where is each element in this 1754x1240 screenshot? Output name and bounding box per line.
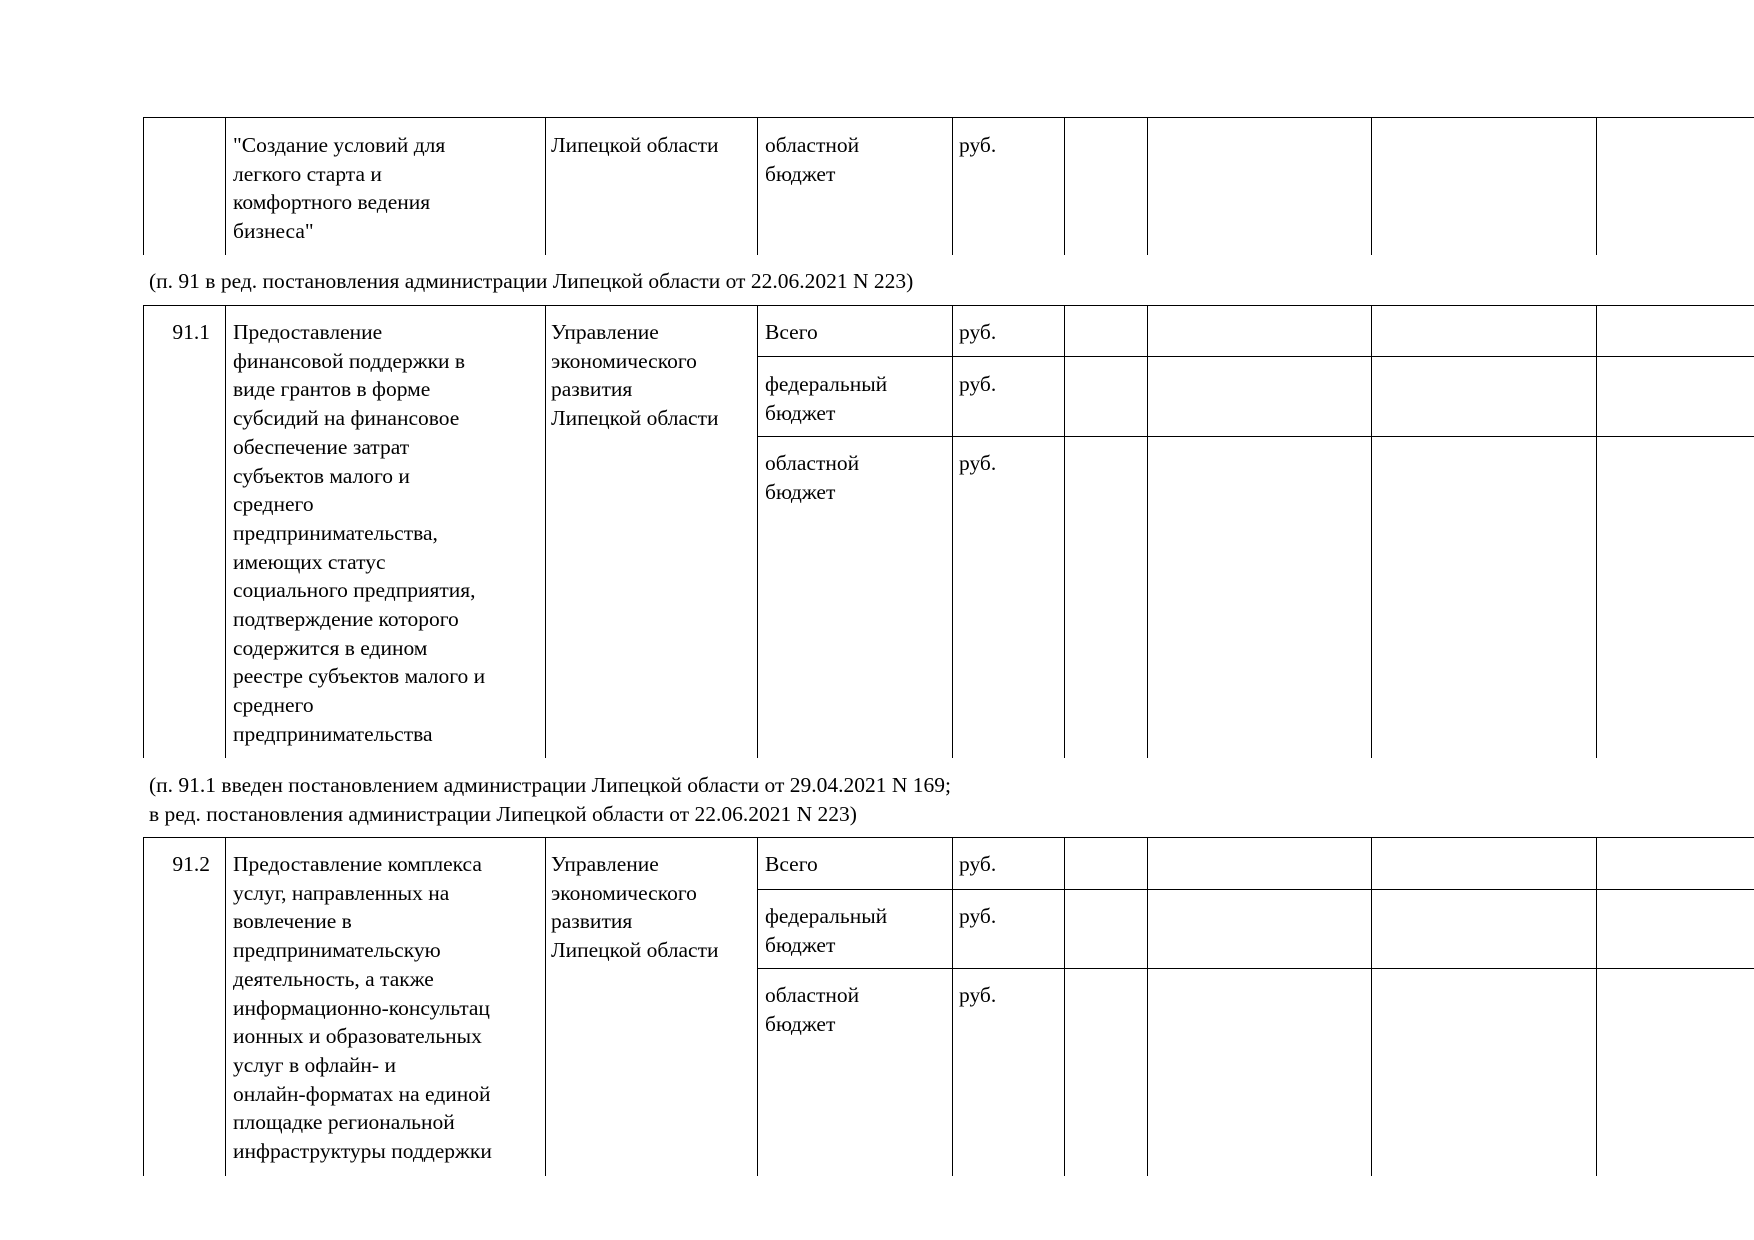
row-91-2-executor: Управление экономического развития Липецкой области [551, 852, 719, 963]
row-91-1-unit-total: руб. [959, 320, 997, 344]
col-border [952, 305, 953, 758]
amendment-note-91: (п. 91 в ред. постановления администрации Липецкой области от 22.06.2021 N 223) [149, 269, 914, 293]
col-border [1371, 837, 1372, 1176]
col-border [545, 837, 546, 1176]
col-border [545, 305, 546, 758]
col-border [1596, 837, 1597, 1176]
top-row-unit: руб. [959, 133, 997, 157]
col-border [1147, 305, 1148, 758]
row-91-2-sub-border-2 [757, 968, 1754, 969]
col-border [1064, 117, 1065, 255]
amendment-note-91-1: (п. 91.1 введен постановлением администрации Липецкой области от 29.04.2021 N 169; в ред. постановления администрации Липецкой области от 22.06.2021 N 223) [149, 773, 952, 826]
col-border [143, 837, 144, 1176]
row-91-2-name: Предоставление комплекса услуг, направленных на вовлечение в предпринимательскую деятельность, а также информационно-консультац ионных и образовательных услуг в офлайн- и онлайн-форматах на единой площадке региональной инфраструктуры поддержки [233, 852, 492, 1164]
col-border [1371, 305, 1372, 758]
col-border [757, 305, 758, 758]
row-91-2-source-total: Всего [765, 852, 818, 876]
col-border [225, 305, 226, 758]
col-border [757, 837, 758, 1176]
row-91-1-unit-regional: руб. [959, 451, 997, 475]
col-border [952, 117, 953, 255]
row-91-2-sub-border-1 [757, 889, 1754, 890]
col-border [757, 117, 758, 255]
col-border [1147, 117, 1148, 255]
row-91-1-source-regional: областной бюджет [765, 451, 860, 504]
col-border [952, 837, 953, 1176]
row-91-2-source-regional: областной бюджет [765, 983, 860, 1036]
col-border [1371, 117, 1372, 255]
col-border [1064, 837, 1065, 1176]
row-91-2-unit-federal: руб. [959, 904, 997, 928]
col-border [1596, 305, 1597, 758]
row-91-1-source-federal: федеральный бюджет [765, 372, 888, 425]
col-border [225, 117, 226, 255]
row-91-2-source-federal: федеральный бюджет [765, 904, 888, 957]
row-number: 91.2 [172, 852, 210, 876]
col-border [143, 117, 144, 255]
table-top-border [143, 117, 1754, 118]
top-row-name: "Создание условий для легкого старта и комфортного ведения бизнеса" [233, 133, 446, 244]
row-91-1-source-total: Всего [765, 320, 818, 344]
col-border [1064, 305, 1065, 758]
row-91-2-unit-total: руб. [959, 852, 997, 876]
row-91-1-sub-border-2 [757, 436, 1754, 437]
row-91-1-unit-federal: руб. [959, 372, 997, 396]
row-91-2-unit-regional: руб. [959, 983, 997, 1007]
row-91-1-sub-border-1 [757, 356, 1754, 357]
row-number: 91.1 [172, 320, 210, 344]
top-row-source: областной бюджет [765, 133, 860, 186]
top-row-executor: Липецкой области [551, 133, 719, 157]
row-91-1-executor: Управление экономического развития Липецкой области [551, 320, 719, 431]
col-border [1147, 837, 1148, 1176]
col-border [143, 305, 144, 758]
row-91-1-top-border [143, 305, 1754, 306]
col-border [1596, 117, 1597, 255]
row-91-1-name: Предоставление финансовой поддержки в виде грантов в форме субсидий на финансовое обеспечение затрат субъектов малого и среднего предпринимательства, имеющих статус социального предприятия, подтверждение которого содержится в едином реестре субъектов малого и среднего предпринимательства [233, 320, 486, 746]
col-border [225, 837, 226, 1176]
row-91-2-top-border [143, 837, 1754, 838]
col-border [545, 117, 546, 255]
